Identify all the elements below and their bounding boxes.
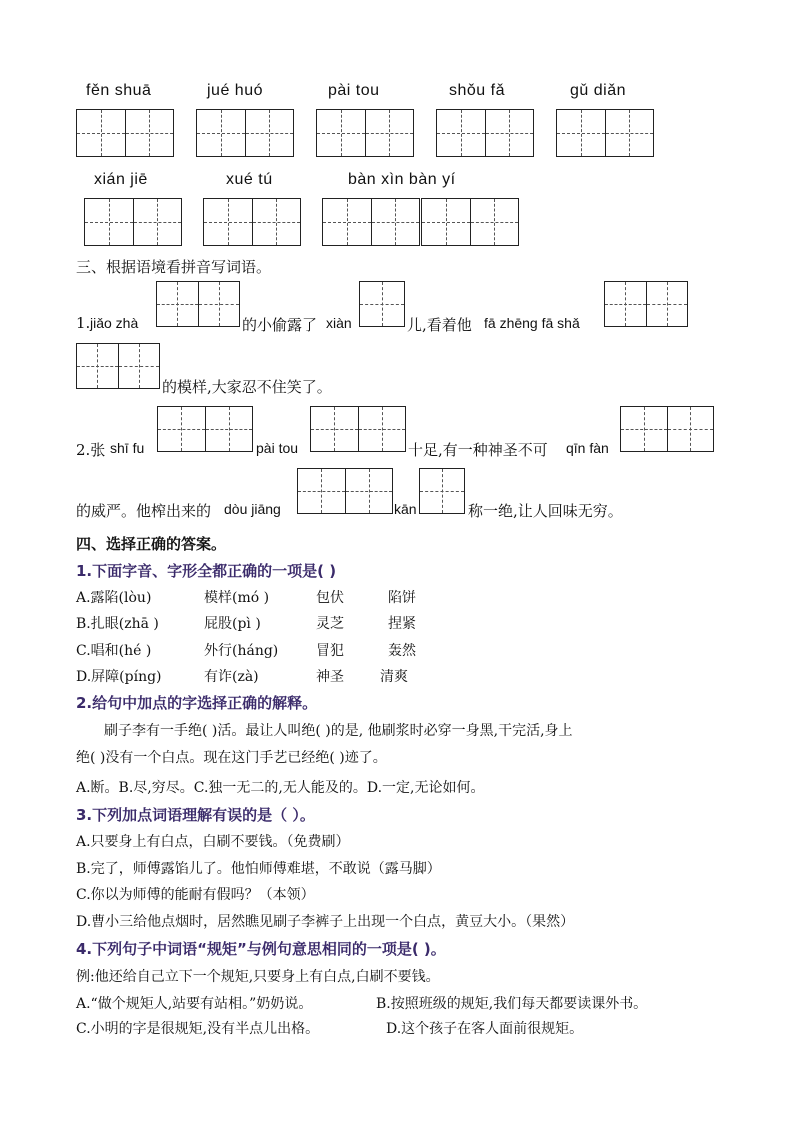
writing-box[interactable] bbox=[419, 468, 465, 514]
writing-box[interactable] bbox=[316, 109, 414, 157]
question-number: 2.张 bbox=[76, 441, 106, 459]
text-segment: 的小偷露了 bbox=[242, 316, 318, 334]
option-item: C.小明的字是很规矩,没有半点儿出格。 bbox=[76, 1021, 320, 1037]
text-segment: 的模样,大家忍不住笑了。 bbox=[162, 378, 332, 396]
option-item: A.“做个规矩人,站要有站相。”奶奶说。 bbox=[76, 996, 313, 1012]
option-item: B.扎眼(zhā ) bbox=[76, 616, 159, 632]
option-item: 包伏 bbox=[316, 590, 344, 606]
pinyin-label: bàn xìn bàn yí bbox=[348, 171, 456, 188]
pinyin-label: fěn shuā bbox=[86, 82, 152, 99]
option-item: A.露陷(lòu) bbox=[76, 590, 152, 606]
option-item: 清爽 bbox=[380, 669, 408, 685]
pinyin-label: shǒu fǎ bbox=[449, 82, 505, 99]
pinyin-label: fā zhēng fā shǎ bbox=[484, 315, 580, 331]
pinyin-label: pài tou bbox=[256, 440, 299, 456]
pinyin-label: pài tou bbox=[328, 82, 380, 99]
option-item: D.这个孩子在客人面前很规矩。 bbox=[386, 1021, 584, 1037]
option-item: 冒犯 bbox=[316, 643, 344, 659]
writing-box[interactable] bbox=[310, 406, 406, 452]
option-item: A.只要身上有白点，白刷不要钱。（免费刷） bbox=[76, 834, 350, 850]
option-item: B.完了，师傅露馅儿了。他怕师傅难堪，不敢说（露马脚） bbox=[76, 861, 441, 877]
writing-box[interactable] bbox=[76, 109, 174, 157]
writing-box[interactable] bbox=[436, 109, 534, 157]
option-item: 捏紧 bbox=[388, 616, 416, 632]
option-item: B.按照班级的规矩,我们每天都要读课外书。 bbox=[376, 996, 648, 1012]
pinyin-label: kān bbox=[394, 501, 417, 517]
writing-box[interactable] bbox=[76, 343, 160, 389]
pinyin-label: jué huó bbox=[207, 82, 263, 99]
option-item: 有诈(zà) bbox=[204, 669, 259, 685]
answer-options: A.断。B.尽,穷尽。C.独一无二的,无人能及的。D.一定,无论如何。 bbox=[76, 780, 485, 796]
question-stem: 4.下列句子中词语“规矩”与例句意思相同的一项是( )。 bbox=[76, 940, 446, 958]
pinyin-label: qīn fàn bbox=[566, 440, 609, 456]
writing-box[interactable] bbox=[359, 281, 405, 327]
option-item: D.曹小三给他点烟时，居然瞧见刷子李裤子上出现一个白点，黄豆大小。（果然） bbox=[76, 914, 575, 930]
text-segment: 称一绝,让人回味无穷。 bbox=[468, 502, 623, 520]
section-title: 四、选择正确的答案。 bbox=[76, 535, 227, 553]
writing-box[interactable] bbox=[421, 198, 519, 246]
pinyin-label: jiǎo zhà bbox=[90, 315, 139, 331]
pinyin-label: xué tú bbox=[226, 171, 273, 188]
writing-box[interactable] bbox=[84, 198, 182, 246]
question-number: 1. bbox=[76, 314, 91, 332]
text-segment: 的威严。他榨出来的 bbox=[76, 502, 212, 520]
writing-box[interactable] bbox=[620, 406, 714, 452]
passage-line: 绝( )没有一个白点。现在这门手艺已经绝( )迹了。 bbox=[76, 750, 387, 766]
pinyin-label: xián jiē bbox=[94, 171, 148, 188]
question-stem: 1.下面字音、字形全都正确的一项是( ) bbox=[76, 562, 337, 580]
writing-box[interactable] bbox=[157, 406, 253, 452]
option-item: D.屏障(píng) bbox=[76, 669, 162, 685]
option-item: 模样(mó ) bbox=[204, 590, 270, 606]
question-stem: 3.下列加点词语理解有误的是（ ）。 bbox=[76, 806, 315, 824]
pinyin-label: xiàn bbox=[326, 315, 352, 331]
example-sentence: 例:他还给自己立下一个规矩,只要身上有白点,白刷不要钱。 bbox=[76, 969, 440, 985]
option-item: 陷饼 bbox=[388, 590, 416, 606]
pinyin-label: dòu jiāng bbox=[224, 501, 281, 517]
option-item: 神圣 bbox=[316, 669, 344, 685]
writing-box[interactable] bbox=[556, 109, 654, 157]
writing-box[interactable] bbox=[322, 198, 420, 246]
text-segment: 十足,有一种神圣不可 bbox=[408, 441, 548, 459]
section-title: 三、根据语境看拼音写词语。 bbox=[76, 258, 272, 276]
option-item: 屁股(pì ) bbox=[204, 616, 261, 632]
writing-box[interactable] bbox=[156, 281, 240, 327]
writing-box[interactable] bbox=[196, 109, 294, 157]
text-segment: 儿,看着他 bbox=[407, 316, 472, 334]
writing-box[interactable] bbox=[297, 468, 393, 514]
option-item: C.你以为师傅的能耐有假吗？（本领） bbox=[76, 887, 315, 903]
writing-box[interactable] bbox=[604, 281, 688, 327]
question-stem: 2.给句中加点的字选择正确的解释。 bbox=[76, 694, 318, 712]
option-item: 外行(háng) bbox=[204, 643, 279, 659]
option-item: C.唱和(hé ) bbox=[76, 643, 152, 659]
pinyin-label: gǔ diǎn bbox=[570, 82, 626, 99]
passage-line: 刷子李有一手绝( )活。最让人叫绝( )的是, 他刷浆时必穿一身黑,干完活,身上 bbox=[104, 723, 573, 739]
option-item: 轰然 bbox=[388, 643, 416, 659]
pinyin-label: shī fu bbox=[110, 440, 145, 456]
writing-box[interactable] bbox=[203, 198, 301, 246]
option-item: 灵芝 bbox=[316, 616, 344, 632]
